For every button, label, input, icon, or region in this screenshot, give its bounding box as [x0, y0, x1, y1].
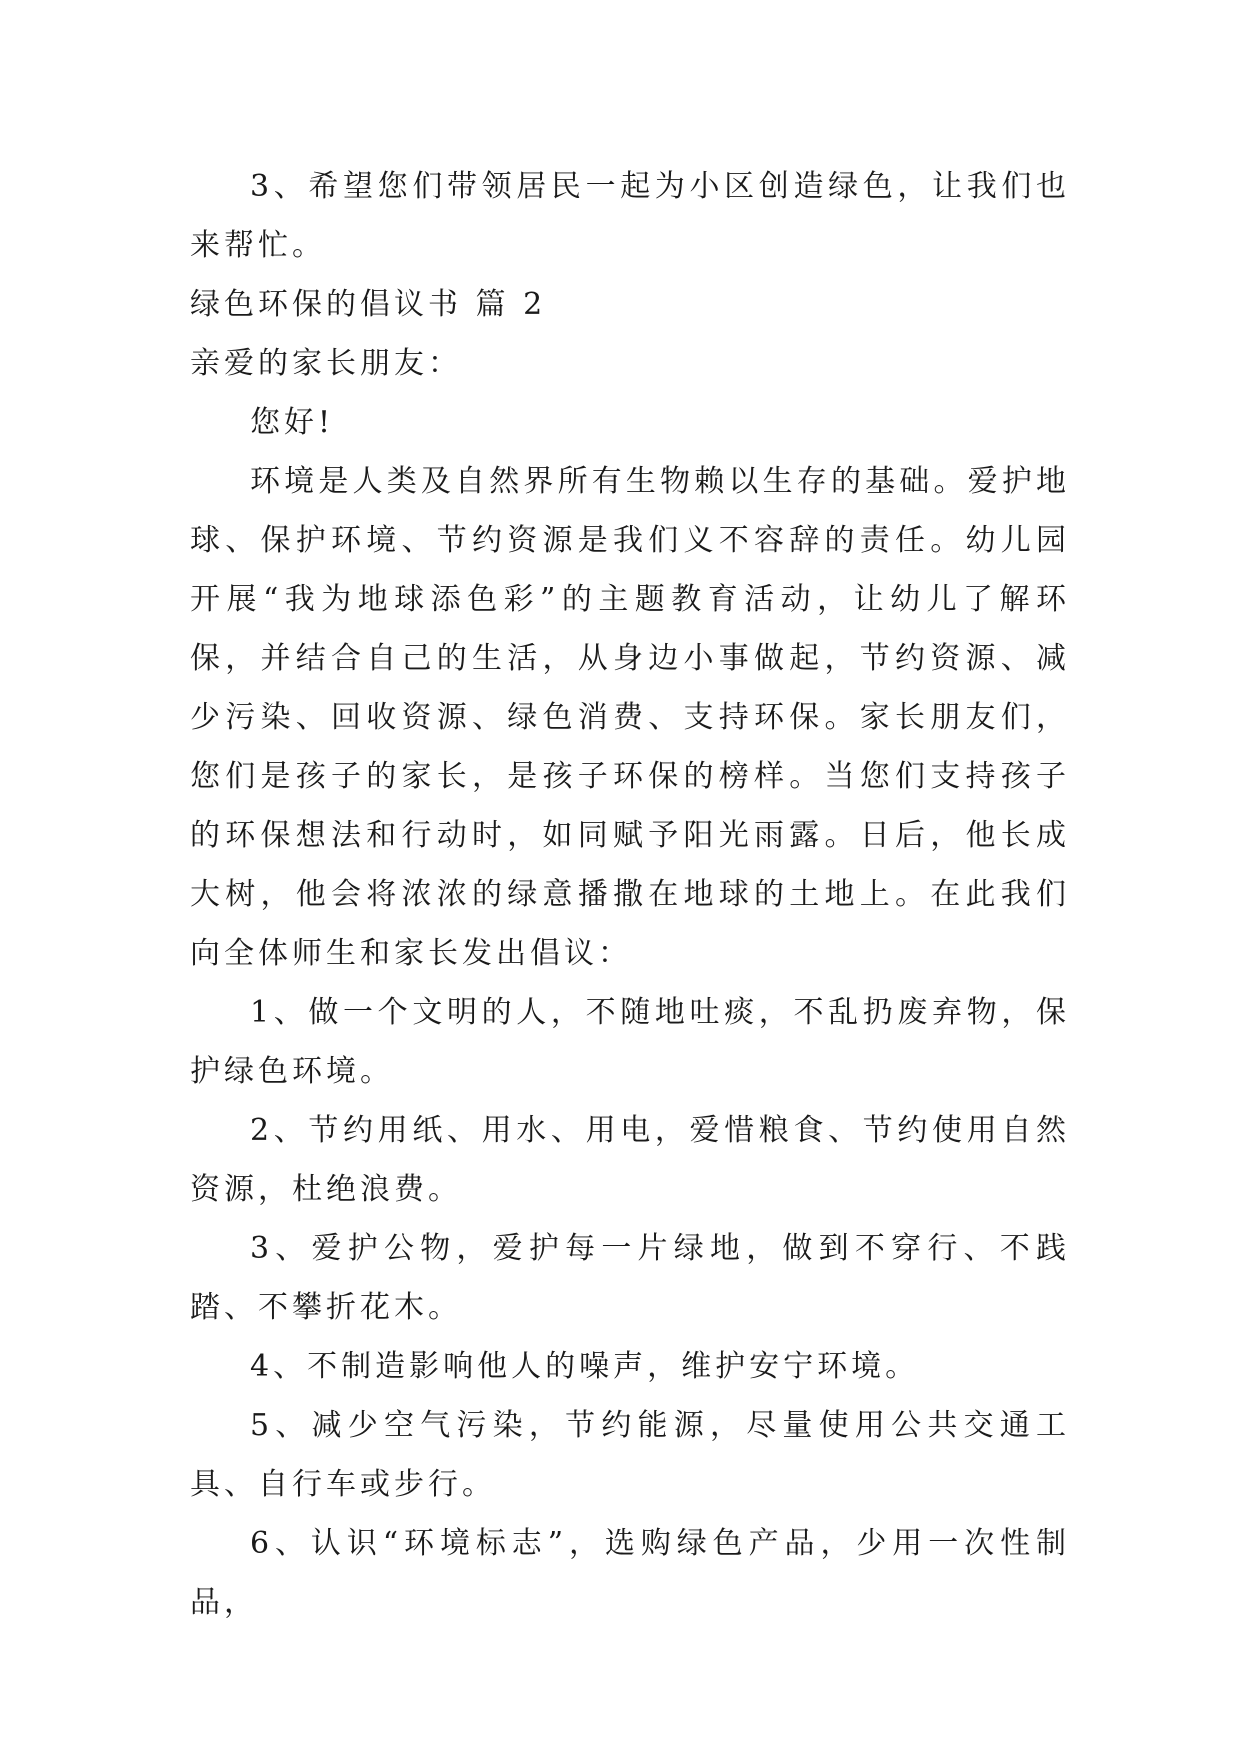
document-body [190, 157, 1070, 1632]
body-paragraph: 环境是人类及自然界所有生物赖以生存的基础。爱护地球、保护环境、节约资源是我们义不容辞的责任。幼儿园开展“我为地球添色彩”的主题教育活动，让幼儿了解环保，并结合自己的生活，从身边小事做起，节约资源、减少污染、回收资源、绿色消费、支持环保。家长朋友们，您们是孩子的家长，是孩子环保的榜样。当您们支持孩子的环保想法和行动时，如同赋予阳光雨露。日后，他长成大树，他会将浓浓的绿意播撒在地球的土地上。在此我们向全体师生和家长发出倡议： [190, 464, 1070, 971]
salutation: 亲爱的家长朋友： [190, 346, 462, 381]
proposal-item-5: 5、减少空气污染，节约能源，尽量使用公共交通工具、自行车或步行。 [190, 1408, 1070, 1502]
paragraph-item-3-hope: 3、希望您们带领居民一起为小区创造绿色，让我们也来帮忙。 [190, 169, 1070, 263]
proposal-item-6: 6、认识“环境标志”，选购绿色产品，少用一次性制品， [190, 1526, 1070, 1620]
proposal-item-2: 2、节约用纸、用水、用电，爱惜粮食、节约使用自然资源，杜绝浪费。 [190, 1113, 1070, 1207]
proposal-item-3: 3、爱护公物，爱护每一片绿地，做到不穿行、不践踏、不攀折花木。 [190, 1231, 1070, 1325]
proposal-item-1: 1、做一个文明的人，不随地吐痰，不乱扔废弃物，保护绿色环境。 [190, 995, 1070, 1089]
section-heading: 绿色环保的倡议书 篇 2 [190, 287, 547, 322]
proposal-item-4: 4、不制造影响他人的噪声，维护安宁环境。 [250, 1349, 920, 1384]
greeting: 您好! [250, 405, 335, 440]
